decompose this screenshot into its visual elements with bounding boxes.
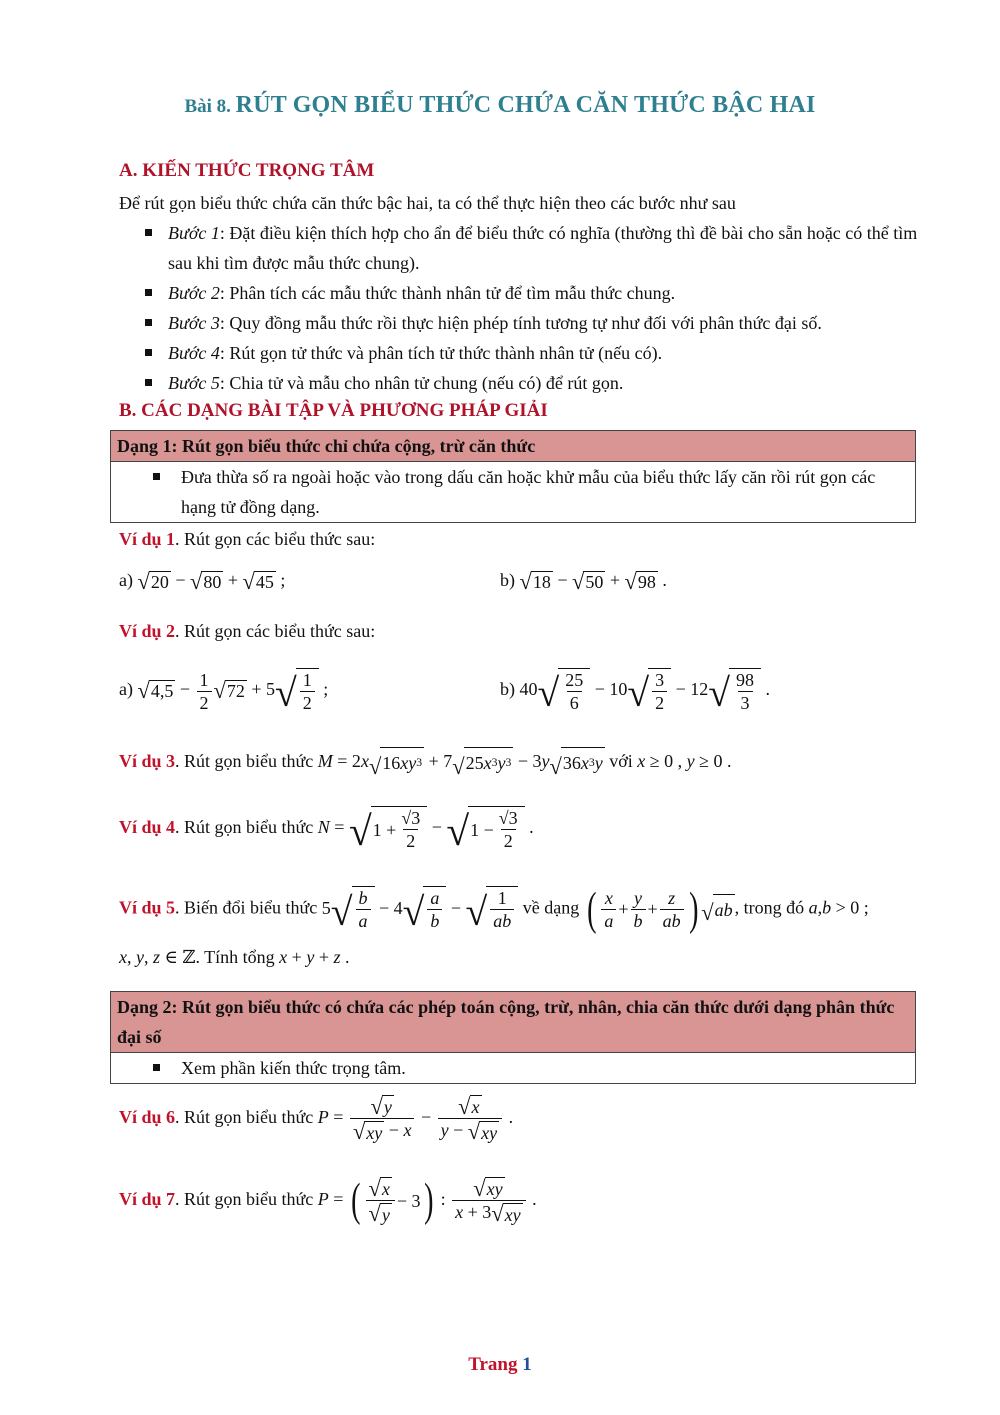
example-1b-math: b) √ 18 − √ 50 + √ 98 . xyxy=(500,568,667,594)
example-4: Ví dụ 4. Rút gọn biểu thức N = √ 1 + √3 2 − √ 1 − √3 2 . xyxy=(119,807,534,854)
page-title: Bài 8. RÚT GỌN BIỂU THỨC CHỨA CĂN THỨC BẬC HAI xyxy=(184,92,816,118)
example-6: Ví dụ 6. Rút gọn biểu thức P = √ y √ xy − x − √ x y − √ xy . xyxy=(119,1093,514,1145)
section-a-intro: Để rút gọn biểu thức chứa căn thức bậc hai, ta có thể thực hiện theo các bước như sau xyxy=(119,193,736,213)
page-footer: Trang 1 xyxy=(468,1354,532,1375)
steps-list xyxy=(145,218,935,398)
example-7: Ví dụ 7. Rút gọn biểu thức P = ( √ x √ y − 3 ) : √ xy x + 3 √ xy . xyxy=(119,1174,537,1227)
dang1-header: Dạng 1: Rút gọn biểu thức chỉ chứa cộng, trừ căn thức xyxy=(111,431,915,462)
section-a-heading: A. KIẾN THỨC TRỌNG TÂM xyxy=(119,160,375,181)
list-item: Bước 4: Rút gọn tử thức và phân tích tử thức thành nhân tử (nếu có). xyxy=(145,338,935,368)
example-5-cont: x, y, z ∈ ℤ. Tính tổng x + y + z . xyxy=(119,947,350,967)
example-2a-math: a) √ 4,5 − $\frac{1}{2}$ √ 72 + 5 √ 1 2 ; xyxy=(119,669,329,716)
example-2: Ví dụ 2. Rút gọn các biểu thức sau: xyxy=(119,621,376,641)
list-item: Bước 5: Chia tử và mẫu cho nhân tử chung (nếu có) để rút gọn. xyxy=(145,368,935,398)
section-b-heading: B. CÁC DẠNG BÀI TẬP VÀ PHƯƠNG PHÁP GIẢI xyxy=(119,400,548,421)
list-item: Bước 2: Phân tích các mẫu thức thành nhân tử để tìm mẫu thức chung. xyxy=(145,278,935,308)
list-item: Bước 1: Đặt điều kiện thích hợp cho ẩn để biểu thức có nghĩa (thường thì đề bài cho sẵn hoặc có thể tìm sau khi tìm được mẫu thức chung). xyxy=(145,218,935,278)
dang2-header: Dạng 2: Rút gọn biểu thức có chứa các phép toán cộng, trừ, nhân, chia căn thức dưới dạng phân thức đại số xyxy=(111,992,915,1053)
dang1-body: Đưa thừa số ra ngoài hoặc vào trong dấu căn hoặc khử mẫu của biểu thức lấy căn rồi rút gọn các hạng tử đồng dạng. xyxy=(111,462,915,522)
dang2-box xyxy=(110,991,916,1084)
example-1a-math: a) √ 20 − √ 80 + √ 45 ; xyxy=(119,568,286,594)
example-2b-math: b) 40 √ 25 6 − 10 √ 3 2 − 12 √ 98 3 . xyxy=(500,670,771,716)
list-item: Bước 3: Quy đồng mẫu thức rồi thực hiện phép tính tương tự như đối với phân thức đại số. xyxy=(145,308,935,338)
dang1-box xyxy=(110,430,916,523)
dang2-body: Xem phần kiến thức trọng tâm. xyxy=(111,1053,915,1083)
example-3: Ví dụ 3. Rút gọn biểu thức M = 2x √ 16 xy 3 + 7 √ 25 x 3 y 3 − 3y √ 36 x 3 y với x ≥ 0 , y ≥ 0 . xyxy=(119,746,732,778)
example-1: Ví dụ 1. Rút gọn các biểu thức sau: xyxy=(119,529,376,549)
example-5: Ví dụ 5. Biến đổi biểu thức 5 √ b a − 4 √ a b − √ 1 ab về dạng ( x a + y b + z ab ) √ ab , trong đó a,b > 0 ; xyxy=(119,883,869,935)
